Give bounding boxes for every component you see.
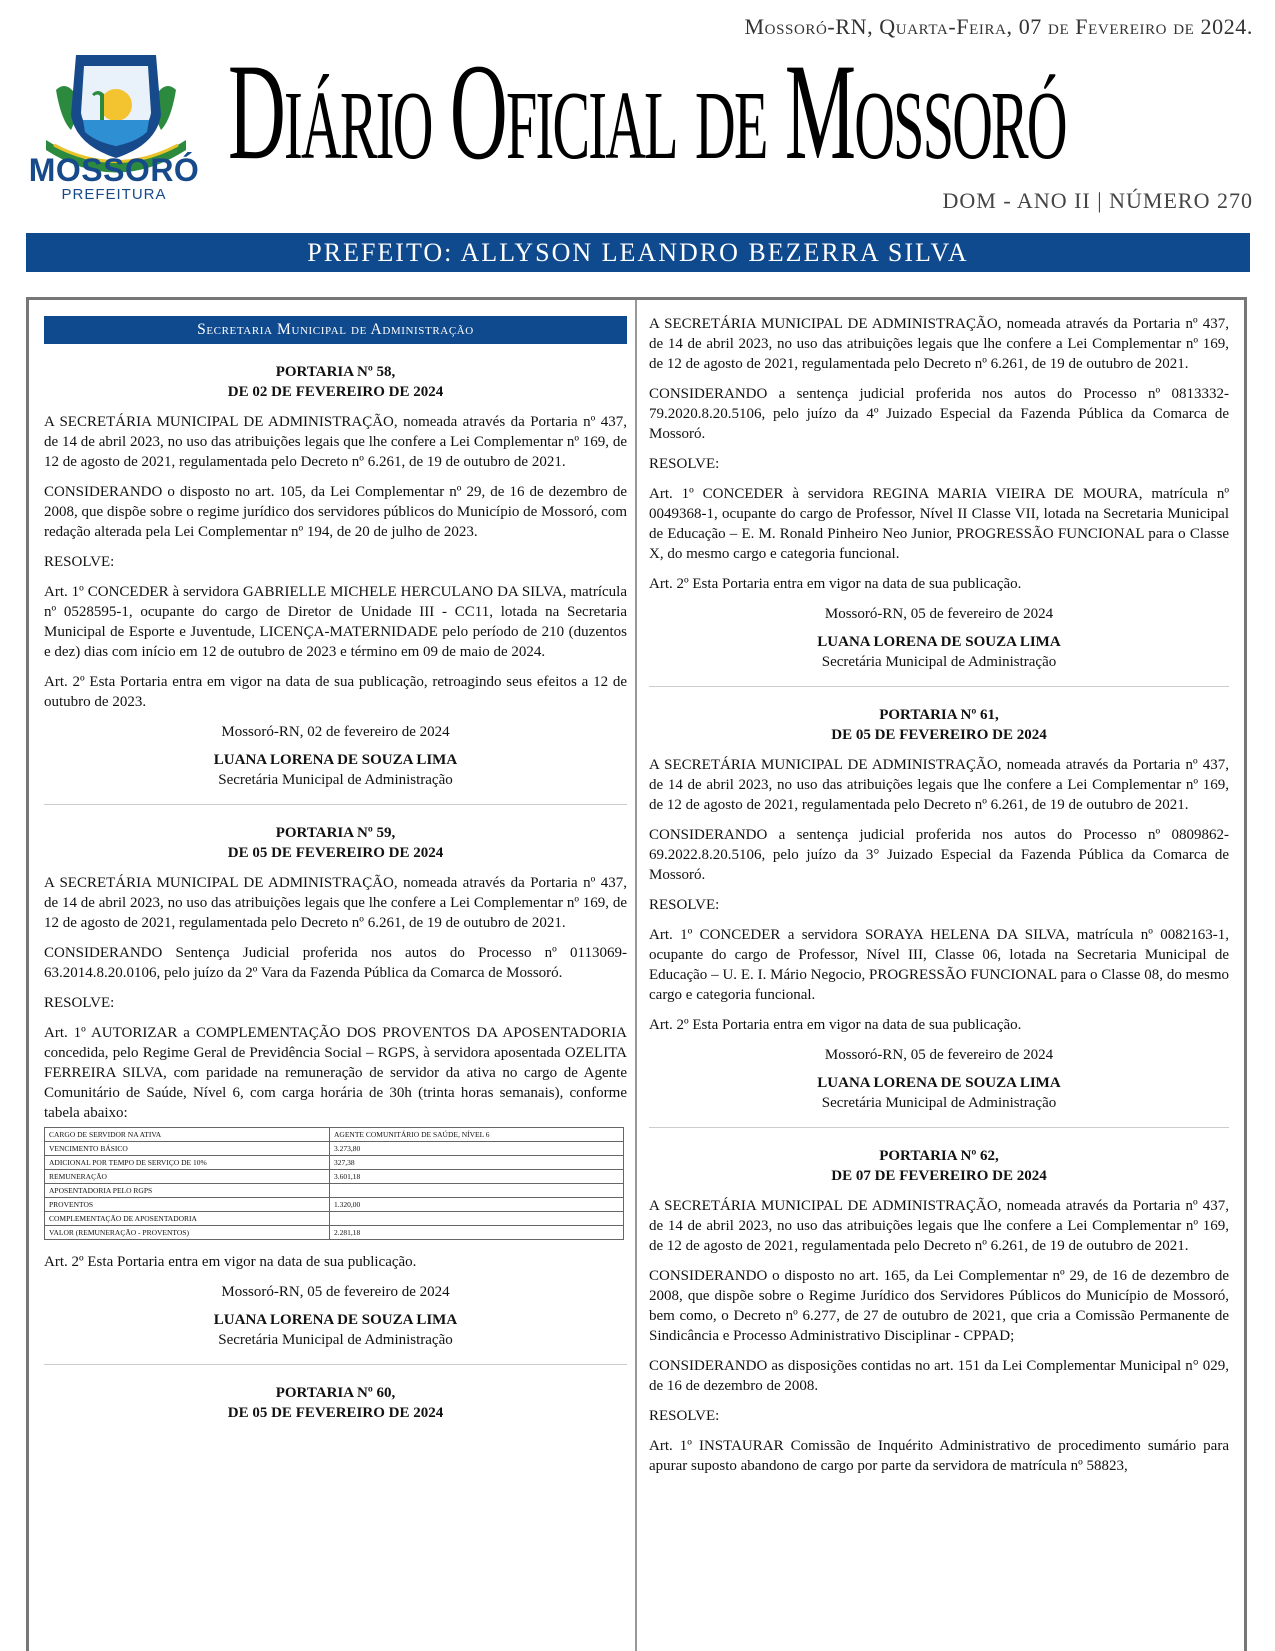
portaria-60-title: [44, 1383, 627, 1423]
portaria-title-date: DE 05 DE FEVEREIRO DE 2024: [227, 1405, 444, 1421]
portaria-title-date: DE 05 DE FEVEREIRO DE 2024: [831, 727, 1047, 743]
portaria-59: [44, 823, 627, 1350]
edition-date: Mossoró-RN, Quarta-Feira, 07 de Fevereiro de 2024.: [744, 14, 1253, 39]
portaria-title-line: PORTARIA Nº 61,: [879, 707, 999, 723]
portaria-title-date: DE 07 DE FEVEREIRO DE 2024: [831, 1168, 1047, 1184]
article-1: Art. 1º CONCEDER à servidora REGINA MARIA VIEIRA DE MOURA, matrícula nº 0049368-1, ocupante do cargo de Professor, Nível II Classe VII, lotada na Secretaria Municipal de Educação – E. M. Ronald Pinheiro Neo Junior, PROGRESSÃO FUNCIONAL para o Classe X, do mesmo cargo e categoria funcional.: [649, 486, 1229, 562]
table-cell: ADICIONAL POR TEMPO DE SERVIÇO DE 10%: [45, 1156, 330, 1170]
table-cell: CARGO DE SERVIDOR NA ATIVA: [45, 1128, 330, 1142]
table-cell: COMPLEMENTAÇÃO DE APOSENTADORIA: [45, 1212, 330, 1226]
considerando: CONSIDERANDO Sentença Judicial proferida nos autos do Processo nº 0113069-63.2014.8.20.0106, pelo juízo da 2º Vara da Fazenda Pública da Comarca de Mossoró.: [44, 945, 627, 981]
resolve: RESOLVE:: [649, 1408, 720, 1424]
considerando: CONSIDERANDO a sentença judicial proferida nos autos do Processo nº 0809862-69.2022.8.20.5106, pelo juízo da 3° Juizado Especial da Fazenda Pública da Comarca de Mossoró.: [649, 827, 1229, 883]
article-2: Art. 2º Esta Portaria entra em vigor na data de sua publicação.: [44, 1254, 417, 1270]
table-row: [45, 1226, 624, 1240]
table-cell: 3.601,18: [330, 1170, 624, 1184]
preamble: A SECRETÁRIA MUNICIPAL DE ADMINISTRAÇÃO, nomeada através da Portaria nº 437, de 14 de abril 2023, no uso das atribuições legais que lhe confere a Lei Complementar nº 169, de 12 de agosto de 2021, regulamentada pelo Decreto nº 6.261, de 19 de outubro de 2021.: [649, 1198, 1229, 1254]
table-row: [45, 1184, 624, 1198]
portaria-62: [649, 1146, 1229, 1476]
portaria-title-line: PORTARIA Nº 62,: [879, 1148, 999, 1164]
signer-role: Secretária Municipal de Administração: [821, 654, 1057, 670]
city-prefeitura-logo-text: PREFEITURA: [61, 186, 167, 203]
table-cell: [330, 1184, 624, 1198]
portaria-61: [649, 705, 1229, 1113]
separator: [649, 686, 1229, 687]
edition-number: DOM - ANO II | NÚMERO 270: [942, 188, 1253, 213]
table-cell: 2.281,18: [330, 1226, 624, 1240]
prefeito-banner: PREFEITO: ALLYSON LEANDRO BEZERRA SILVA: [26, 233, 1250, 272]
preamble: A SECRETÁRIA MUNICIPAL DE ADMINISTRAÇÃO, nomeada através da Portaria nº 437, de 14 de abril 2023, no uso das atribuições legais que lhe confere a Lei Complementar nº 169, de 12 de agosto de 2021, regulamentada pelo Decreto nº 6.261, de 19 de outubro de 2021.: [44, 875, 627, 931]
preamble: A SECRETÁRIA MUNICIPAL DE ADMINISTRAÇÃO, nomeada através da Portaria nº 437, de 14 de abril 2023, no uso das atribuições legais que lhe confere a Lei Complementar nº 169, de 12 de agosto de 2021, regulamentada pelo Decreto nº 6.261, de 19 de outubro de 2021.: [649, 316, 1229, 372]
table-cell: APOSENTADORIA PELO RGPS: [45, 1184, 330, 1198]
right-column: [649, 314, 1229, 1486]
signer-name: LUANA LORENA DE SOUZA LIMA: [817, 1075, 1061, 1091]
table-row: [45, 1198, 624, 1212]
table-cell: [330, 1212, 624, 1226]
signer-role: Secretária Municipal de Administração: [218, 1332, 453, 1348]
portaria-title-line: PORTARIA Nº 59,: [275, 825, 396, 841]
column-divider: [635, 300, 637, 1651]
considerando: CONSIDERANDO a sentença judicial proferida nos autos do Processo nº 0813332-79.2020.8.20.5106, pelo juízo da 4º Juizado Especial da Fazenda Pública da Comarca de Mossoró.: [649, 386, 1229, 442]
article-1: Art. 1º AUTORIZAR a COMPLEMENTAÇÃO DOS PROVENTOS DA APOSENTADORIA concedida, pelo Regime Geral de Previdência Social – RGPS, à servidora aposentada OZELITA FERREIRA SILVA, com paridade na remuneração de servidor da ativa no cargo de Agente Comunitário de Saúde, Nível 6, com carga horária de 30h (trinta horas semanais), conforme tabela abaixo:: [44, 1025, 627, 1121]
section-title: Secretaria Municipal de Administração: [44, 316, 627, 344]
portaria-title-date: DE 05 DE FEVEREIRO DE 2024: [227, 845, 444, 861]
table-cell: REMUNERAÇÃO: [45, 1170, 330, 1184]
considerando: CONSIDERANDO o disposto no art. 105, da Lei Complementar nº 29, de 16 de dezembro de 2008, que dispõe sobre o regime jurídico dos servidores públicos do Município de Mossoró, com redação alterada pela Lei Complementar nº 194, de 20 de julho de 2023.: [44, 484, 627, 540]
left-column: [44, 316, 627, 1433]
portaria-59-title: [44, 823, 627, 863]
portaria-62-title: [649, 1146, 1229, 1186]
resolve: RESOLVE:: [649, 897, 720, 913]
separator: [649, 1127, 1229, 1128]
signature-place-date: Mossoró-RN, 02 de fevereiro de 2024: [221, 724, 450, 740]
signer-role: Secretária Municipal de Administração: [821, 1095, 1057, 1111]
city-name-logo-text: MOSSORÓ: [28, 152, 200, 188]
table-cell: 1.320,00: [330, 1198, 624, 1212]
portaria-title-line: PORTARIA Nº 58,: [275, 364, 396, 380]
portaria-58: [44, 362, 627, 790]
signer-name: LUANA LORENA DE SOUZA LIMA: [213, 752, 458, 768]
remuneration-table: [44, 1127, 624, 1240]
article-2: Art. 2º Esta Portaria entra em vigor na data de sua publicação.: [649, 1017, 1022, 1033]
table-row: [45, 1156, 624, 1170]
table-cell: 3.273,80: [330, 1142, 624, 1156]
signer-name: LUANA LORENA DE SOUZA LIMA: [213, 1312, 458, 1328]
portaria-title-line: PORTARIA Nº 60,: [275, 1385, 396, 1401]
table-cell: VALOR (REMUNERAÇÃO - PROVENTOS): [45, 1226, 330, 1240]
signature-place-date: Mossoró-RN, 05 de fevereiro de 2024: [221, 1284, 450, 1300]
masthead-title: Diário Oficial de Mossoró: [228, 35, 1066, 188]
article-1: Art. 1º CONCEDER a servidora SORAYA HELENA DA SILVA, matrícula nº 0082163-1, ocupante do cargo de Professor, Nível III, Classe 06, lotada na Secretaria Municipal de Educação – U. E. I. Mário Negocio, PROGRESSÃO FUNCIONAL para o Classe 08, do mesmo cargo e categoria funcional.: [649, 927, 1229, 1003]
preamble: A SECRETÁRIA MUNICIPAL DE ADMINISTRAÇÃO, nomeada através da Portaria nº 437, de 14 de abril 2023, no uso das atribuições legais que lhe confere a Lei Complementar nº 169, de 12 de agosto de 2021, regulamentada pelo Decreto nº 6.261, de 19 de outubro de 2021.: [44, 414, 627, 470]
preamble: A SECRETÁRIA MUNICIPAL DE ADMINISTRAÇÃO, nomeada através da Portaria nº 437, de 14 de abril 2023, no uso das atribuições legais que lhe confere a Lei Complementar nº 169, de 12 de agosto de 2021, regulamentada pelo Decreto nº 6.261, de 19 de outubro de 2021.: [649, 757, 1229, 813]
table-cell: VENCIMENTO BÁSICO: [45, 1142, 330, 1156]
table-row: [45, 1128, 624, 1142]
table-row: [45, 1170, 624, 1184]
table-row: [45, 1212, 624, 1226]
table-row: [45, 1142, 624, 1156]
article-1: Art. 1º INSTAURAR Comissão de Inquérito Administrativo de procedimento sumário para apurar suposto abandono de cargo por parte da servidora de matrícula nº 58823,: [649, 1438, 1229, 1474]
resolve: RESOLVE:: [649, 456, 720, 472]
article-1: Art. 1º CONCEDER à servidora GABRIELLE MICHELE HERCULANO DA SILVA, matrícula nº 0528595-1, ocupante do cargo de Diretor de Unidade III - CC11, lotada na Secretaria Municipal de Esporte e Juventude, LICENÇA-MATERNIDADE pelo período de 210 (duzentos e dez) dias com início em 12 de outubro de 2023 e término em 09 de maio de 2024.: [44, 584, 627, 660]
portaria-58-title: [44, 362, 627, 402]
resolve: RESOLVE:: [44, 995, 115, 1011]
signer-name: LUANA LORENA DE SOUZA LIMA: [817, 634, 1061, 650]
separator: [44, 804, 627, 805]
considerando: CONSIDERANDO o disposto no art. 165, da Lei Complementar nº 29, de 16 de dezembro de 2008, que dispõe sobre o Regime Jurídico dos Servidores Públicos do Município de Mossoró, bem como, o Decreto nº 6.277, de 27 de outubro de 2021, que cria a Comissão Permanente de Sindicância e Processo Administrativo Disciplinar - CPPAD;: [649, 1268, 1229, 1344]
signature-place-date: Mossoró-RN, 05 de fevereiro de 2024: [824, 1047, 1054, 1063]
portaria-60-body: [649, 314, 1229, 672]
portaria-title-date: DE 02 DE FEVEREIRO DE 2024: [227, 384, 444, 400]
separator: [44, 1364, 627, 1365]
article-2: Art. 2º Esta Portaria entra em vigor na data de sua publicação.: [649, 576, 1022, 592]
signature-place-date: Mossoró-RN, 05 de fevereiro de 2024: [824, 606, 1054, 622]
resolve: RESOLVE:: [44, 554, 115, 570]
article-2: Art. 2º Esta Portaria entra em vigor na data de sua publicação, retroagindo seus efeitos a 12 de outubro de 2023.: [44, 674, 627, 710]
table-cell: AGENTE COMUNITÁRIO DE SAÚDE, NÍVEL 6: [330, 1128, 624, 1142]
portaria-61-title: [649, 705, 1229, 745]
table-cell: PROVENTOS: [45, 1198, 330, 1212]
signer-role: Secretária Municipal de Administração: [218, 772, 453, 788]
table-cell: 327,38: [330, 1156, 624, 1170]
considerando: CONSIDERANDO as disposições contidas no art. 151 da Lei Complementar Municipal n° 029, de 16 de dezembro de 2008.: [649, 1358, 1229, 1394]
